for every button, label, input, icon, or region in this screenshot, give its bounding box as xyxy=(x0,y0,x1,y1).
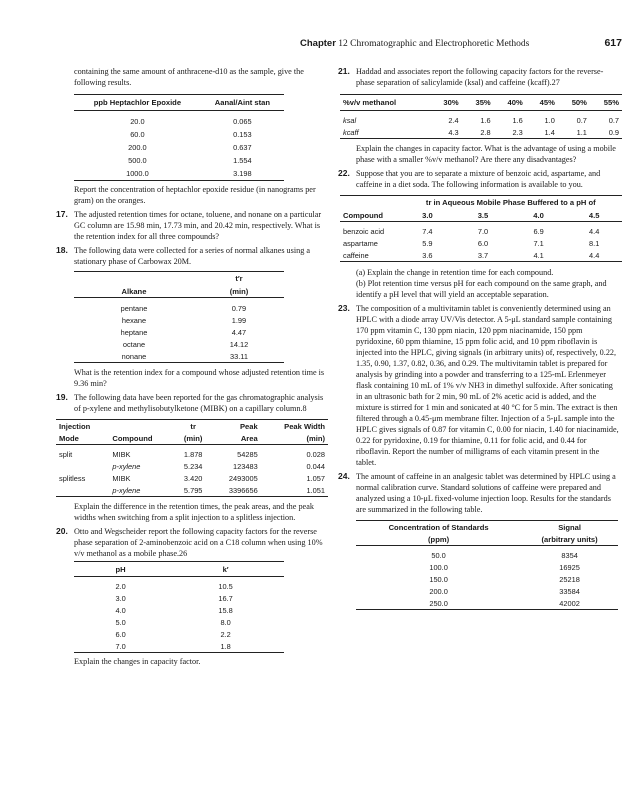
question-text: The composition of a multivitamin tablet is conveniently determined using an HPLC with a diode array UV/Vis detector. A 5-μL standard sample containing 170 ppm vitamin C, 130 ppm niacin, 120 ppm niacinamide, 150 ppm pyridoxine, 60 ppm thiamine, 15 ppm folic acid, and 10 ppm riboflavin is injected into the HPLC, giving signals (in arbitrary units) of, respectively, 0.22, 1.35, 0.90, 1.37, 0.82, 0.36, and 0.29. The multivitamin tablet is prepared for analysis by grinding into a powder and transferring to a 125-mL Erlenmeyer flask containing 10 mL of 1% v/v NH3 in dimethyl sulfoxide. After sonicating in an ultrasonic bath for 2 min, 90 mL of 2% acetic acid is added, and the mixture is stirred for 1 min and sonicated at 40 °C for 5 min. The extract is then filtered through a 0.45-μm membrane filter. Injection of a 5-μL sample into the HPLC gives signals of 0.87 for vitamin C, 0.00 for niacin, 1.40 for niacinamide, 0.22 for pyridoxine, 0.19 for thiamine, 0.11 for folic acid, and 0.44 for riboflavin. Report the number of milligrams of each vitamin present in the tablet. xyxy=(356,304,619,467)
question-number: 24. xyxy=(338,471,350,481)
col-header-tr-prime: t′r xyxy=(235,274,243,283)
table-row: heptane 4.47 xyxy=(120,327,247,337)
col-header-min: (min) xyxy=(229,286,249,296)
table-row: 250.0 42002 xyxy=(356,597,618,610)
col-header-ppb: ppb Heptachlor Epoxide xyxy=(93,98,182,107)
question-text: Suppose that you are to separate a mixture of benzoic acid, aspartame, and caffeine in a diet soda. The following information is available to you. xyxy=(356,169,601,189)
question-number: 19. xyxy=(56,392,68,402)
table-row: 4.0 15.8 xyxy=(115,605,233,615)
chapter-number: 12 xyxy=(338,39,348,49)
col-header-alkane: Alkane xyxy=(121,286,147,296)
caffeine-standards-table: Concentration of Standards Signal (ppm) (arbitrary units) 50.0 8354 100.0 16925 150.0 25218 200.0 33584 250.0 42002 xyxy=(356,520,618,610)
table-row: 100.0 16925 xyxy=(429,562,580,572)
question-text: Otto and Wegscheider report the following capacity factors for the reverse phase separation of 2-aminobenzoic acid on a C18 column when using 10% v/v methanol as a mobile phase.26 xyxy=(74,527,323,558)
question-number: 20. xyxy=(56,526,68,536)
question-text: The following data have been reported for the gas chromatographic analysis of p-xylene and methylisobutylketone (MIBK) on a capillary column.8 xyxy=(74,393,324,413)
question-20 xyxy=(56,526,326,559)
question-22 xyxy=(338,168,620,190)
col-header-ratio: Aanal/Aint stan xyxy=(214,98,271,107)
table-row: p-xylene 5.234 123483 0.044 xyxy=(112,461,325,471)
q22-part-b: (b) Plot retention time versus pH for each compound on the same graph, and identify a pH level that will yield an acceptable separation. xyxy=(356,279,607,299)
page-number: 617 xyxy=(604,37,622,49)
table-row: split MIBK 1.878 54285 0.028 xyxy=(59,449,325,459)
question-17 xyxy=(56,209,326,242)
injection-table: Injection tr Peak Peak Width Mode Compound (min) Area (min) split MIBK 1.878 54285 0.028 p-xylene 5.234 123483 0.044 splitless MIBK 3.420 2493005 1.057 p-xylene 5.795 3396656 1.051 xyxy=(56,419,328,497)
question-text: The following data were collected for a series of normal alkanes using a stationary phase of Carbowax 20M. xyxy=(74,246,310,266)
q16-continuation: containing the same amount of anthracene-d10 as the sample, give the following results. xyxy=(74,67,304,87)
question-text: The adjusted retention times for octane, toluene, and nonane on a particular GC column are 15.98 min, 17.73 min, and 20.42 min, respectively. What is the retention index for all three compounds? xyxy=(74,210,322,241)
q21-question: Explain the changes in capacity factor. What is the advantage of using a mobile phase with a smaller %v/v methanol? Are there any disadvantages? xyxy=(356,144,616,164)
table-row: aspartame 5.9 6.0 7.1 8.1 xyxy=(343,238,600,248)
question-number: 17. xyxy=(56,209,68,219)
table-row: p-xylene 5.795 3396656 1.051 xyxy=(56,484,328,497)
question-text: Haddad and associates report the following capacity factors for the reverse-phase separation of salicylamide (ksal) and caffeine (kcaff).27 xyxy=(356,67,604,87)
q22-part-a: (a) Explain the change in retention time for each compound. xyxy=(356,268,554,277)
question-number: 22. xyxy=(338,168,350,178)
q19-question: Explain the difference in the retention times, the peak areas, and the peak widths when switching from a split injection to a splitless injection. xyxy=(74,502,314,522)
alkane-table xyxy=(74,271,284,363)
question-number: 21. xyxy=(338,66,350,76)
table-row: 60.0 0.153 xyxy=(130,130,252,139)
q18-question: What is the retention index for a compound whose adjusted retention time is 9.36 min? xyxy=(74,368,325,388)
methanol-table: %v/v methanol 30% 35% 40% 45% 50% 55% ksal 2.4 1.6 1.6 1.0 0.7 0.7 kcaff 4.3 2.8 2.3 1.4 1.1 0.9 xyxy=(340,94,622,139)
table-row: hexane 1.99 xyxy=(121,315,247,325)
table-row: 500.0 1.554 xyxy=(128,156,252,165)
table-row: 5.0 8.0 xyxy=(115,617,231,627)
table-row: octane 14.12 xyxy=(122,339,249,349)
table-row: 3.0 16.7 xyxy=(115,593,233,603)
question-number: 23. xyxy=(338,303,350,313)
table-row: kcaff 4.3 2.8 2.3 1.4 1.1 0.9 xyxy=(340,126,622,139)
table-row: pentane 0.79 xyxy=(120,303,247,313)
table-row: nonane 33.11 xyxy=(74,350,284,363)
chapter-title: Chromatographic and Electrophoretic Methods xyxy=(350,39,530,49)
table-row: 7.0 1.8 xyxy=(74,640,284,653)
q16-question: Report the concentration of heptachlor epoxide residue (in nanograms per gram) on the oranges. xyxy=(74,185,316,205)
table-row: 200.0 33584 xyxy=(429,586,580,596)
heptachlor-table xyxy=(74,94,284,181)
table-row: 2.0 10.5 xyxy=(115,581,233,591)
table-row: 200.0 0.637 xyxy=(128,143,252,152)
question-23 xyxy=(338,303,620,468)
left-column xyxy=(56,66,326,667)
table-row: splitless MIBK 3.420 2493005 1.057 xyxy=(59,473,325,483)
table-row: 50.0 8354 xyxy=(431,550,578,560)
retention-ph-table: tr in Aqueous Mobile Phase Buffered to a pH of Compound 3.0 3.5 4.0 4.5 benzoic acid 7.4 7.0 6.9 4.4 aspartame 5.9 6.0 7.1 8.1 caffeine 3.6 3.7 4.1 4.4 xyxy=(340,195,622,262)
running-header xyxy=(300,38,622,54)
capacity-factor-table: pH k′ 2.0 10.5 3.0 16.7 4.0 15.8 5.0 8.0 6.0 2.2 7.0 1.8 xyxy=(74,561,284,653)
chapter-label: Chapter xyxy=(300,38,336,49)
table-row: benzoic acid 7.4 7.0 6.9 4.4 xyxy=(343,226,600,236)
question-19 xyxy=(56,392,326,414)
question-21 xyxy=(338,66,620,88)
question-18 xyxy=(56,245,326,267)
table-row: caffeine 3.6 3.7 4.1 4.4 xyxy=(340,249,622,262)
question-number: 18. xyxy=(56,245,68,255)
right-column xyxy=(338,66,620,610)
q20-question: Explain the changes in capacity factor. xyxy=(74,657,201,666)
question-24 xyxy=(338,471,620,515)
table-row: ksal 2.4 1.6 1.6 1.0 0.7 0.7 xyxy=(343,115,619,125)
table-row: 20.0 0.065 xyxy=(130,117,252,126)
question-text: The amount of caffeine in an analgesic tablet was determined by HPLC using a normal calibration curve. Standard solutions of caffeine were prepared and analyzed using a 10-μL fixed-volume injection loop. Results for the standards are summarized in the following table. xyxy=(356,472,616,514)
table-row: 150.0 25218 xyxy=(429,574,580,584)
table-row: 6.0 2.2 xyxy=(115,629,231,639)
table-row: 1000.0 3.198 xyxy=(74,167,284,181)
